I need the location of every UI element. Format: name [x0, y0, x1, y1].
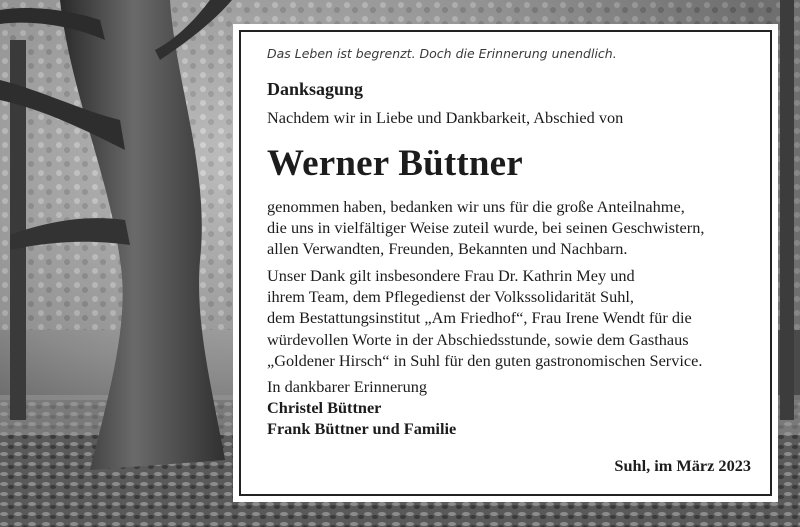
signer-name: Frank Büttner und Familie	[267, 419, 457, 439]
heading: Danksagung	[267, 79, 364, 99]
paragraph-special-thanks	[267, 265, 702, 371]
paragraph-line: dem Bestattungsinstitut „Am Friedhof“, Frau Irene Wendt für die	[267, 308, 692, 328]
place-date: Suhl, im März 2023	[614, 456, 751, 475]
condolence-card	[233, 24, 778, 502]
paragraph-line: Unser Dank gilt insbesondere Frau Dr. Kathrin Mey und	[267, 266, 635, 285]
paragraph-line: genommen haben, bedanken wir uns für die große Anteilnahme,	[267, 197, 685, 216]
paragraph-line: würdevollen Worte in der Abschiedsstunde, sowie dem Gasthaus	[267, 329, 689, 349]
closing-block	[267, 376, 456, 440]
paragraph-line: „Goldener Hirsch“ in Suhl für den guten gastronomischen Service.	[267, 350, 703, 370]
signer-name: Christel Büttner	[267, 398, 382, 418]
motto: Das Leben ist begrenzt. Doch die Erinnerung unendlich.	[267, 46, 617, 61]
paragraph-line: allen Verwandten, Freunden, Bekannten und Nachbarn.	[267, 239, 628, 259]
intro-line: Nachdem wir in Liebe und Dankbarkeit, Abschied von	[267, 108, 624, 127]
paragraph-line: ihrem Team, dem Pflegedienst der Volkssolidarität Suhl,	[267, 287, 634, 307]
closing-text: In dankbarer Erinnerung	[267, 377, 428, 396]
paragraph-thanks	[267, 196, 704, 260]
paragraph-line: die uns in vielfältiger Weise zuteil wurde, bei seinen Geschwistern,	[267, 218, 705, 238]
deceased-name: Werner Büttner	[267, 143, 523, 184]
